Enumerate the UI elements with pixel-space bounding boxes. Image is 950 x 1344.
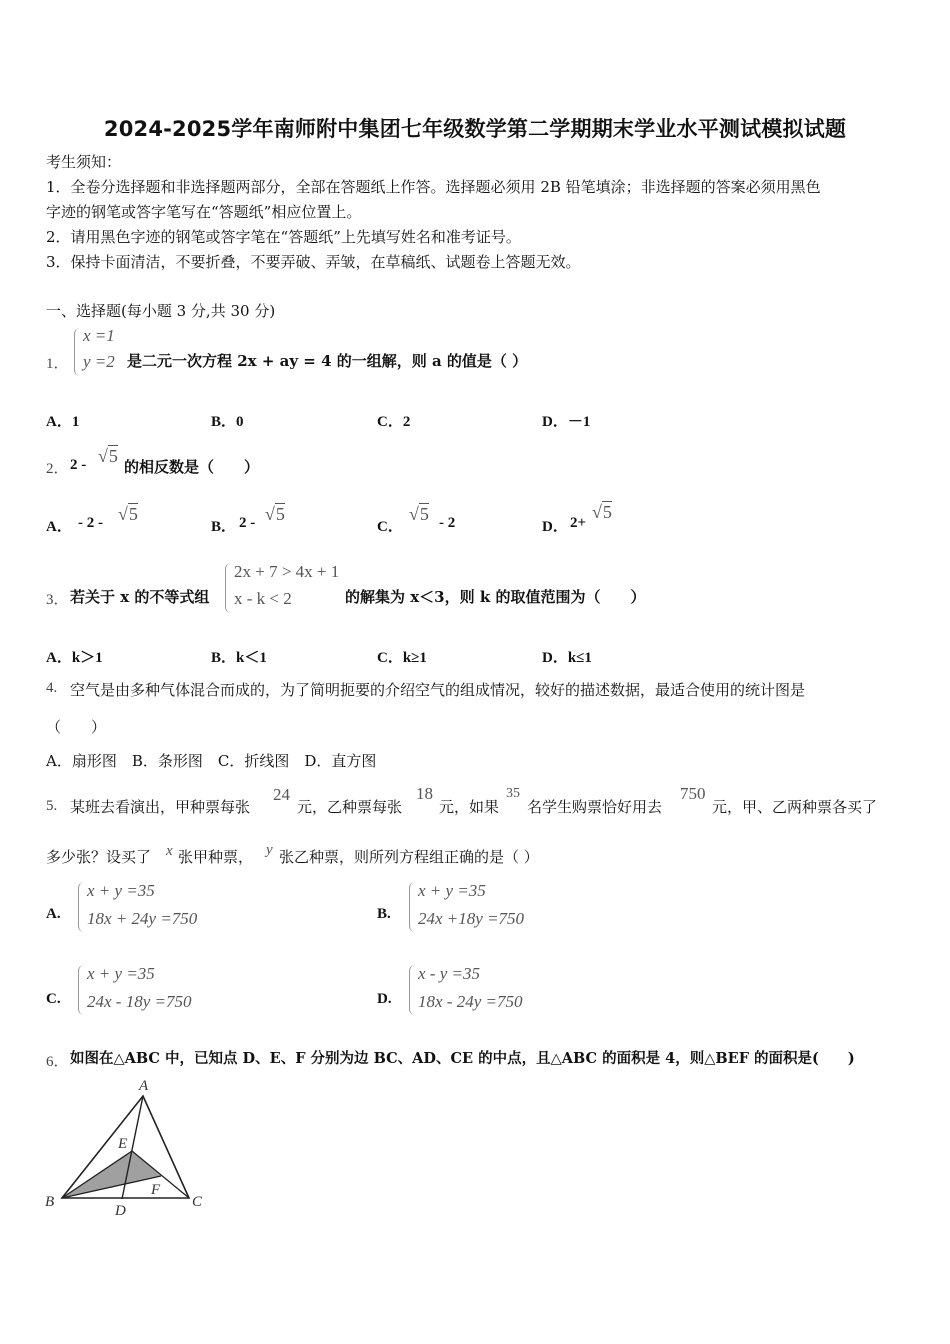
option-c[interactable] xyxy=(377,502,537,542)
option-prefix: - 2 - xyxy=(78,515,103,531)
option-value: k＜1 xyxy=(236,650,267,666)
option-value: －1 xyxy=(567,414,591,430)
option-value: 1 xyxy=(71,414,80,430)
sqrt-expression: √5 xyxy=(265,504,285,524)
radicand: 5 xyxy=(108,446,118,466)
question-text: 空气是由多种气体混合而成的，为了简明扼要的介绍空气的组成情况，较好的描述数据，最适合使用的统计图是 xyxy=(70,681,806,699)
brace-icon xyxy=(78,882,85,932)
inequality-system xyxy=(225,561,345,617)
option-a[interactable] xyxy=(46,502,206,542)
question-text-part: 元，如果 xyxy=(439,798,500,816)
option-value: k≤1 xyxy=(567,650,592,666)
equation-system xyxy=(409,880,589,936)
option-label: B． xyxy=(211,650,237,666)
option-a[interactable] xyxy=(46,646,103,667)
option-label: A． xyxy=(46,650,72,666)
equation-line: x + y =35 xyxy=(87,881,155,900)
option-label: D. xyxy=(377,991,392,1007)
notice-item-3: 3．保持卡面清洁，不要折叠，不要弄破、弄皱，在草稿纸、试题卷上答题无效。 xyxy=(46,253,581,271)
option-b[interactable] xyxy=(211,502,371,542)
option-d[interactable] xyxy=(542,646,592,667)
question-number: 6． xyxy=(46,1054,69,1070)
option-c[interactable] xyxy=(377,646,427,667)
option-value: k≥1 xyxy=(402,650,427,666)
option-label: B. xyxy=(377,906,391,922)
notice-item-1-cont: 字迹的钢笔或答字笔写在“答题纸”相应位置上。 xyxy=(46,203,362,221)
question-number: 1． xyxy=(46,356,69,372)
option-prefix: 2 - xyxy=(239,515,256,531)
section-heading: 一、选择题(每小题 3 分,共 30 分) xyxy=(46,302,276,320)
question-number: 5. xyxy=(46,798,58,814)
equation-system xyxy=(409,963,589,1019)
equation-line: x =1 xyxy=(83,326,115,345)
equation-system xyxy=(74,326,134,378)
triangle-figure xyxy=(40,1070,220,1220)
question-number: 3． xyxy=(46,592,69,608)
question-text-before: 若关于 x 的不等式组 xyxy=(70,588,210,606)
question-text-part: 多少张？设买了 xyxy=(46,848,152,866)
variable-x: x xyxy=(166,843,173,859)
radicand: 5 xyxy=(275,504,285,524)
option-d[interactable] xyxy=(542,410,590,431)
radicand: 5 xyxy=(128,504,138,524)
option-label: B． xyxy=(211,414,237,430)
question-text-after: 的解集为 x＜3，则 k 的取值范围为（ ） xyxy=(345,588,646,606)
option-d[interactable] xyxy=(377,963,597,1019)
inequality-line: x - k < 2 xyxy=(234,589,292,608)
equation-line: 24x +18y =750 xyxy=(418,909,525,928)
label-f: F xyxy=(151,1182,161,1198)
equation-line: x - y =35 xyxy=(418,964,480,983)
notice-heading: 考生须知： xyxy=(46,153,122,171)
option-value: 2 xyxy=(402,414,411,430)
total-cost: 750 xyxy=(680,784,706,803)
equation-line: 18x - 24y =750 xyxy=(418,992,523,1011)
question-text-part: 张甲种票， xyxy=(178,848,254,866)
brace-icon xyxy=(225,563,232,613)
options-line[interactable]: A．扇形图 B．条形图 C．折线图 D．直方图 xyxy=(46,752,377,770)
option-value: 0 xyxy=(236,414,244,430)
option-label: A. xyxy=(46,906,61,922)
option-label: C. xyxy=(46,991,61,1007)
price-a: 24 xyxy=(273,785,290,804)
brace-icon xyxy=(409,882,416,932)
option-b[interactable] xyxy=(211,410,244,431)
option-d[interactable] xyxy=(542,502,702,542)
sqrt-expression: √5 xyxy=(98,446,118,466)
option-c[interactable] xyxy=(46,963,266,1019)
sqrt-expression: √5 xyxy=(592,502,612,522)
question-text: 的相反数是（ ） xyxy=(124,458,260,476)
question-text: 如图在△ABC 中，已知点 D、E、F 分别为边 BC、AD、CE 的中点，且△ABC 的面积是 4，则△BEF 的面积是( ) xyxy=(70,1050,855,1067)
option-a[interactable] xyxy=(46,410,79,431)
equation-line: 24x - 18y =750 xyxy=(87,992,192,1011)
question-text-part: 元，乙种票每张 xyxy=(297,798,403,816)
equation-line: y =2 xyxy=(83,352,115,371)
sqrt-expression: √5 xyxy=(409,504,429,524)
price-b: 18 xyxy=(416,784,433,803)
option-label: C． xyxy=(377,519,403,535)
label-d: D xyxy=(115,1203,126,1219)
brace-icon xyxy=(78,965,85,1015)
question-text-part: 名学生购票恰好用去 xyxy=(527,798,663,816)
answer-paren: （ ） xyxy=(46,718,107,736)
sqrt-expression: √5 xyxy=(118,504,138,524)
option-suffix: - 2 xyxy=(439,515,456,531)
radicand: 5 xyxy=(602,502,612,522)
option-label: D． xyxy=(542,414,568,430)
equation-line: x + y =35 xyxy=(87,964,155,983)
shaded-triangle-bef xyxy=(62,1151,161,1198)
label-a: A xyxy=(139,1078,149,1094)
question-text: 是二元一次方程 2x + ay = 4 的一组解，则 a 的值是（ ） xyxy=(127,352,528,370)
stem-prefix: 2 - xyxy=(70,457,87,473)
question-text-part: 某班去看演出，甲种票每张 xyxy=(70,798,251,816)
label-b: B xyxy=(45,1194,55,1210)
label-c: C xyxy=(192,1194,203,1210)
brace-icon xyxy=(409,965,416,1015)
equation-system xyxy=(78,963,258,1019)
option-b[interactable] xyxy=(211,646,267,667)
page-title: 2024-2025学年南师附中集团七年级数学第二学期期末学业水平测试模拟试题 xyxy=(103,117,847,141)
option-label: A． xyxy=(46,519,72,535)
brace-icon xyxy=(74,328,81,376)
question-number: 2． xyxy=(46,461,69,477)
option-label: D． xyxy=(542,519,568,535)
notice-item-1: 1．全卷分选择题和非选择题两部分，全部在答题纸上作答。选择题必须用 2B 铅笔填涂；非选择题的答案必须用黑色 xyxy=(46,178,821,196)
option-a[interactable] xyxy=(46,880,266,936)
equation-line: 18x + 24y =750 xyxy=(87,909,198,928)
variable-y: y xyxy=(266,842,273,858)
option-b[interactable] xyxy=(377,880,597,936)
option-label: A． xyxy=(46,414,72,430)
option-value: k＞1 xyxy=(71,650,103,666)
question-text-part: 元，甲、乙两种票各买了 xyxy=(712,798,878,816)
equation-line: x + y =35 xyxy=(418,881,486,900)
notice-item-2: 2．请用黑色字迹的钢笔或答字笔在“答题纸”上先填写姓名和准考证号。 xyxy=(46,228,521,246)
option-label: B． xyxy=(211,519,237,535)
option-prefix: 2+ xyxy=(570,515,587,531)
option-c[interactable] xyxy=(377,410,410,431)
label-e: E xyxy=(118,1136,128,1152)
question-number: 4. xyxy=(46,680,58,696)
radicand: 5 xyxy=(419,504,429,524)
option-label: D． xyxy=(542,650,568,666)
option-label: C． xyxy=(377,650,403,666)
equation-system xyxy=(78,880,258,936)
inequality-line: 2x + 7 > 4x + 1 xyxy=(234,562,340,581)
question-text-part: 张乙种票，则所列方程组正确的是（ ） xyxy=(279,848,539,866)
student-count: 35 xyxy=(506,786,520,801)
option-label: C． xyxy=(377,414,403,430)
